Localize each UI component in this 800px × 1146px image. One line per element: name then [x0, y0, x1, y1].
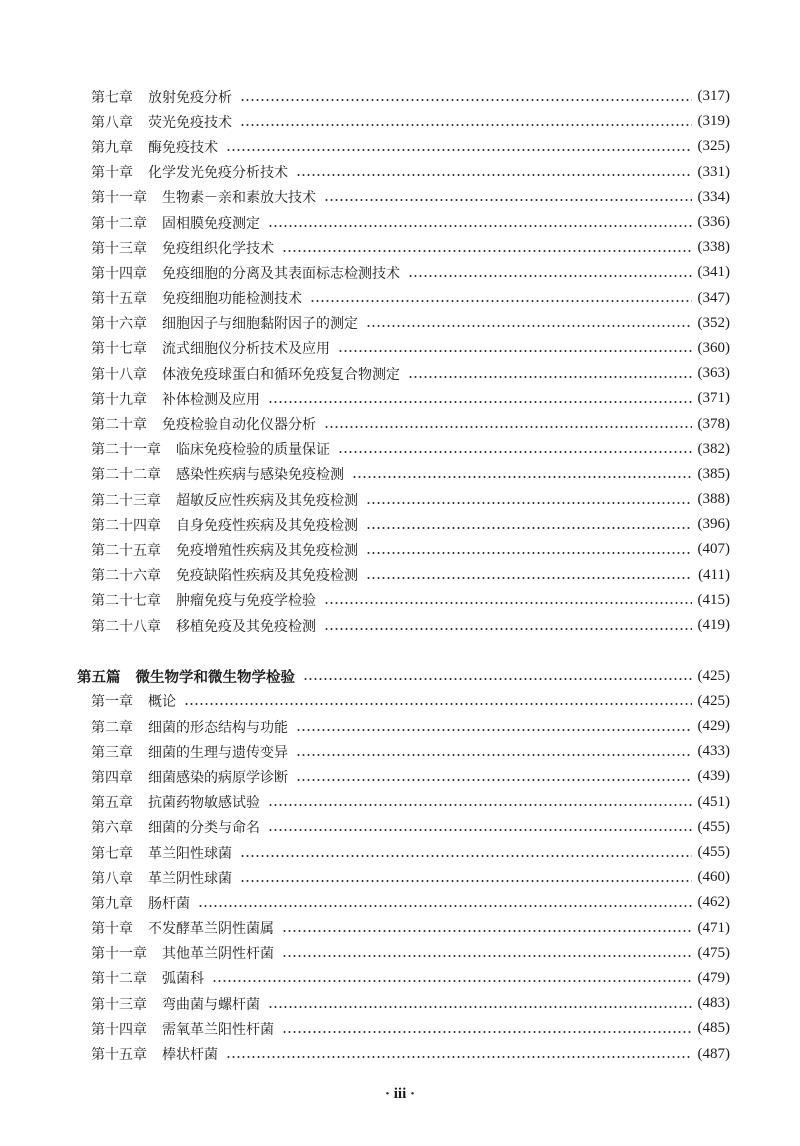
entry-title: 移植免疫及其免疫检测	[176, 618, 316, 635]
table-of-contents	[0, 84, 800, 1067]
entry-title: 革兰阴性球菌	[148, 870, 232, 887]
toc-chapter-entry	[0, 865, 800, 890]
dot-leader	[240, 124, 692, 126]
entry-title: 细菌的形态结构与功能	[148, 719, 288, 736]
toc-chapter-entry	[0, 437, 800, 462]
toc-chapter-entry	[0, 84, 800, 109]
entry-label: 第二十二章	[91, 467, 161, 484]
entry-label: 第七章	[91, 845, 133, 862]
entry-label: 第十九章	[91, 391, 147, 408]
entry-title: 化学发光免疫分析技术	[148, 165, 288, 182]
entry-label: 第十五章	[91, 1047, 147, 1064]
entry-page-number: (460)	[697, 869, 730, 886]
dot-leader	[310, 300, 692, 302]
dot-leader	[408, 275, 692, 277]
dot-leader	[282, 930, 692, 932]
dot-leader	[324, 199, 692, 201]
entry-page-number: (385)	[697, 465, 730, 482]
toc-chapter-entry	[0, 286, 800, 311]
entry-label: 第十二章	[91, 215, 147, 232]
toc-chapter-entry	[0, 210, 800, 235]
toc-chapter-entry	[0, 790, 800, 815]
entry-page-number: (331)	[697, 163, 730, 180]
entry-label: 第九章	[91, 139, 133, 156]
entry-label: 第二章	[91, 719, 133, 736]
entry-label: 第二十五章	[91, 542, 161, 559]
entry-title: 细菌的分类与命名	[148, 820, 260, 837]
entry-page-number: (419)	[697, 617, 730, 634]
entry-page-number: (483)	[697, 995, 730, 1012]
toc-chapter-entry	[0, 1041, 800, 1066]
toc-chapter-entry	[0, 134, 800, 159]
entry-title: 肠杆菌	[148, 895, 190, 912]
entry-label: 第八章	[91, 870, 133, 887]
dot-leader	[226, 1056, 692, 1058]
dot-leader	[240, 855, 692, 857]
toc-chapter-entry	[0, 311, 800, 336]
toc-chapter-entry	[0, 613, 800, 638]
entry-label: 第十七章	[91, 341, 147, 358]
entry-title: 抗菌药物敏感试验	[148, 795, 260, 812]
page-number: · iii ·	[384, 1086, 415, 1102]
entry-title: 补体检测及应用	[162, 391, 260, 408]
toc-chapter-entry	[0, 714, 800, 739]
entry-title: 细菌的生理与遗传变异	[148, 744, 288, 761]
entry-title: 概论	[148, 694, 176, 711]
toc-chapter-entry	[0, 109, 800, 134]
entry-title: 荧光免疫技术	[148, 114, 232, 131]
entry-page-number: (363)	[697, 365, 730, 382]
dot-leader	[366, 552, 692, 554]
toc-chapter-entry	[0, 588, 800, 613]
entry-label: 第十五章	[91, 291, 147, 308]
entry-page-number: (347)	[697, 289, 730, 306]
dot-leader	[408, 376, 692, 378]
entry-title: 放射免疫分析	[148, 89, 232, 106]
toc-chapter-entry	[0, 991, 800, 1016]
dot-leader	[226, 149, 692, 151]
entry-title: 自身免疫性疾病及其免疫检测	[176, 517, 358, 534]
entry-page-number: (382)	[697, 440, 730, 457]
entry-title: 生物素－亲和素放大技术	[162, 190, 316, 207]
dot-leader	[268, 225, 692, 227]
entry-page-number: (451)	[697, 793, 730, 810]
entry-page-number: (455)	[697, 844, 730, 861]
dot-leader	[268, 401, 692, 403]
toc-chapter-entry	[0, 537, 800, 562]
toc-chapter-entry	[0, 411, 800, 436]
toc-chapter-entry	[0, 1016, 800, 1041]
entry-title: 弯曲菌与螺杆菌	[162, 996, 260, 1013]
entry-title: 肿瘤免疫与免疫学检验	[176, 593, 316, 610]
toc-chapter-entry	[0, 260, 800, 285]
entry-label: 第十六章	[91, 316, 147, 333]
dot-leader	[282, 250, 692, 252]
entry-page-number: (336)	[697, 214, 730, 231]
entry-page-number: (325)	[697, 138, 730, 155]
entry-label: 第十章	[91, 921, 133, 938]
toc-part-entry	[0, 664, 800, 689]
toc-chapter-entry	[0, 966, 800, 991]
entry-label: 第六章	[91, 820, 133, 837]
dot-leader	[184, 703, 692, 705]
dot-leader	[338, 350, 692, 352]
toc-chapter-entry	[0, 336, 800, 361]
entry-label: 第十二章	[91, 971, 147, 988]
entry-label: 第十一章	[91, 190, 147, 207]
entry-page-number: (360)	[697, 339, 730, 356]
entry-title: 免疫细胞功能检测技术	[162, 291, 302, 308]
entry-label: 第十三章	[91, 996, 147, 1013]
dot-leader	[366, 577, 692, 579]
entry-page-number: (411)	[698, 566, 730, 583]
toc-chapter-entry	[0, 185, 800, 210]
toc-chapter-entry	[0, 941, 800, 966]
entry-label: 第十四章	[91, 265, 147, 282]
entry-label: 第五篇	[77, 669, 121, 686]
toc-chapter-entry	[0, 890, 800, 915]
entry-title: 流式细胞仪分析技术及应用	[162, 341, 330, 358]
entry-label: 第二十八章	[91, 618, 161, 635]
dot-leader	[324, 628, 692, 630]
entry-title: 免疫缺陷性疾病及其免疫检测	[176, 568, 358, 585]
dot-leader	[268, 1006, 692, 1008]
entry-label: 第十一章	[91, 946, 147, 963]
toc-chapter-entry	[0, 160, 800, 185]
dot-leader	[198, 905, 692, 907]
entry-label: 第三章	[91, 744, 133, 761]
entry-title: 不发酵革兰阴性菌属	[148, 921, 274, 938]
entry-page-number: (487)	[697, 1045, 730, 1062]
entry-label: 第十四章	[91, 1021, 147, 1038]
dot-leader	[268, 829, 692, 831]
entry-label: 第十八章	[91, 366, 147, 383]
entry-label: 第八章	[91, 114, 133, 131]
dot-leader	[240, 99, 692, 101]
entry-label: 第十三章	[91, 240, 147, 257]
entry-page-number: (341)	[697, 264, 730, 281]
toc-chapter-entry	[0, 361, 800, 386]
entry-title: 体液免疫球蛋白和循环免疫复合物测定	[162, 366, 400, 383]
entry-page-number: (429)	[697, 718, 730, 735]
toc-chapter-entry	[0, 689, 800, 714]
dot-leader	[366, 502, 692, 504]
entry-page-number: (425)	[697, 692, 730, 709]
toc-chapter-entry	[0, 916, 800, 941]
dot-leader	[282, 955, 692, 957]
entry-title: 弧菌科	[162, 971, 204, 988]
dot-leader	[324, 426, 692, 428]
entry-label: 第五章	[91, 795, 133, 812]
toc-chapter-entry	[0, 815, 800, 840]
entry-page-number: (471)	[697, 919, 730, 936]
entry-page-number: (338)	[697, 239, 730, 256]
entry-label: 第十章	[91, 165, 133, 182]
entry-page-number: (388)	[697, 491, 730, 508]
dot-leader	[303, 678, 692, 680]
entry-title: 超敏反应性疾病及其免疫检测	[176, 492, 358, 509]
toc-chapter-entry	[0, 462, 800, 487]
entry-label: 第二十四章	[91, 517, 161, 534]
entry-label: 第四章	[91, 769, 133, 786]
entry-page-number: (475)	[697, 944, 730, 961]
toc-chapter-entry	[0, 235, 800, 260]
toc-chapter-entry	[0, 512, 800, 537]
entry-title: 免疫组织化学技术	[162, 240, 274, 257]
dot-leader	[282, 1031, 692, 1033]
entry-page-number: (371)	[697, 390, 730, 407]
entry-page-number: (415)	[697, 591, 730, 608]
entry-title: 免疫增殖性疾病及其免疫检测	[176, 542, 358, 559]
entry-label: 第七章	[91, 89, 133, 106]
dot-leader	[352, 476, 692, 478]
entry-page-number: (352)	[697, 314, 730, 331]
entry-page-number: (378)	[697, 415, 730, 432]
entry-page-number: (485)	[697, 1020, 730, 1037]
entry-page-number: (319)	[697, 113, 730, 130]
entry-page-number: (439)	[697, 768, 730, 785]
dot-leader	[296, 729, 692, 731]
entry-page-number: (407)	[697, 541, 730, 558]
entry-title: 临床免疫检验的质量保证	[176, 442, 330, 459]
dot-leader	[338, 451, 692, 453]
dot-leader	[366, 325, 692, 327]
dot-leader	[296, 779, 692, 781]
entry-title: 细胞因子与细胞黏附因子的测定	[162, 316, 358, 333]
entry-page-number: (334)	[697, 188, 730, 205]
dot-leader	[366, 527, 692, 529]
entry-title: 其他革兰阴性杆菌	[162, 946, 274, 963]
entry-title: 酶免疫技术	[148, 139, 218, 156]
entry-label: 第一章	[91, 694, 133, 711]
entry-page-number: (462)	[697, 894, 730, 911]
entry-page-number: (425)	[697, 667, 730, 684]
entry-title: 微生物学和微生物学检验	[135, 669, 295, 686]
entry-page-number: (317)	[697, 88, 730, 105]
dot-leader	[240, 880, 692, 882]
entry-label: 第二十七章	[91, 593, 161, 610]
toc-chapter-entry	[0, 840, 800, 865]
entry-label: 第二十章	[91, 417, 147, 434]
entry-title: 细菌感染的病原学诊断	[148, 769, 288, 786]
entry-title: 革兰阳性球菌	[148, 845, 232, 862]
entry-label: 第九章	[91, 895, 133, 912]
toc-chapter-entry	[0, 487, 800, 512]
entry-label: 第二十三章	[91, 492, 161, 509]
toc-chapter-entry	[0, 764, 800, 789]
entry-title: 感染性疾病与感染免疫检测	[176, 467, 344, 484]
entry-label: 第二十六章	[91, 568, 161, 585]
toc-chapter-entry	[0, 563, 800, 588]
entry-title: 棒状杆菌	[162, 1047, 218, 1064]
dot-leader	[268, 804, 692, 806]
entry-page-number: (455)	[697, 818, 730, 835]
entry-title: 免疫细胞的分离及其表面标志检测技术	[162, 265, 400, 282]
dot-leader	[296, 754, 692, 756]
entry-page-number: (433)	[697, 743, 730, 760]
dot-leader	[212, 980, 692, 982]
dot-leader	[296, 174, 692, 176]
toc-chapter-entry	[0, 739, 800, 764]
toc-chapter-entry	[0, 386, 800, 411]
entry-label: 第二十一章	[91, 442, 161, 459]
entry-title: 免疫检验自动化仪器分析	[162, 417, 316, 434]
entry-page-number: (479)	[697, 969, 730, 986]
entry-title: 固相膜免疫测定	[162, 215, 260, 232]
entry-page-number: (396)	[697, 516, 730, 533]
dot-leader	[324, 602, 692, 604]
entry-title: 需氧革兰阳性杆菌	[162, 1021, 274, 1038]
